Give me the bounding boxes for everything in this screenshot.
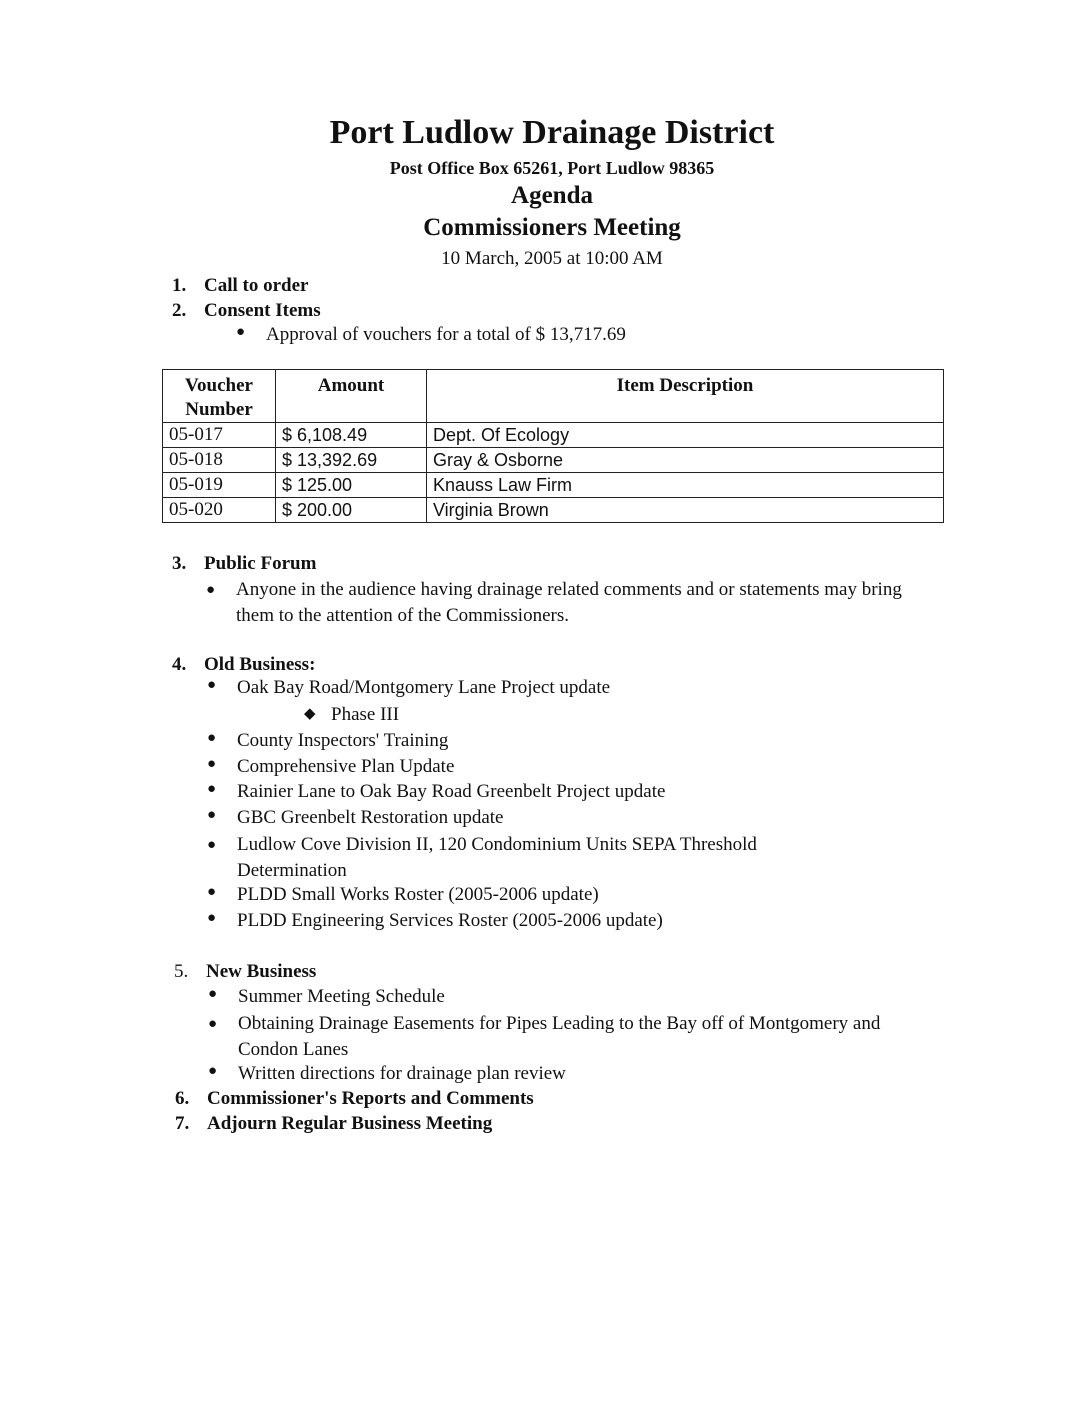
voucher-number: 05-018 <box>163 448 276 473</box>
bullet-icon: ● <box>207 884 217 900</box>
voucher-amount: $ 125.00 <box>276 473 427 498</box>
list-item: ● Obtaining Drainage Easements for Pipes Leading to the Bay off of Montgomery and Condon Lanes <box>208 1013 881 1060</box>
list-item: ● Written directions for drainage plan review <box>208 1063 566 1084</box>
section-label: Commissioner's Reports and Comments <box>207 1088 534 1109</box>
list-item: ● Oak Bay Road/Montgomery Lane Project update <box>207 677 611 698</box>
voucher-number: 05-019 <box>163 473 276 498</box>
document-type: Agenda <box>511 182 593 209</box>
voucher-number: 05-020 <box>163 498 276 523</box>
agenda-section-5 <box>174 961 316 983</box>
bullet-icon: ● <box>208 1063 218 1079</box>
diamond-bullet-icon: ◆ <box>304 706 316 722</box>
voucher-description: Dept. Of Ecology <box>427 423 944 448</box>
agenda-section-4 <box>172 654 315 676</box>
section-number: 3. <box>172 553 187 574</box>
document-title: Port Ludlow Drainage District <box>329 114 775 151</box>
list-item: ● Summer Meeting Schedule <box>208 986 445 1007</box>
voucher-table <box>162 369 944 523</box>
table-row <box>163 498 944 523</box>
voucher-description: Knauss Law Firm <box>427 473 944 498</box>
bullet-icon: ● <box>207 730 217 746</box>
section-label: Call to order <box>204 275 309 296</box>
bullet-icon: ● <box>207 807 217 823</box>
section-number: 2. <box>172 300 187 321</box>
list-item: ● PLDD Small Works Roster (2005-2006 update) <box>207 884 599 905</box>
table-row <box>163 423 944 448</box>
agenda-section-1 <box>172 275 308 297</box>
meeting-name: Commissioners Meeting <box>423 214 681 241</box>
agenda-section-2 <box>172 300 321 322</box>
voucher-description: Virginia Brown <box>427 498 944 523</box>
list-item: ● County Inspectors' Training <box>207 730 449 751</box>
voucher-amount: $ 13,392.69 <box>276 448 427 473</box>
bullet-icon: ● <box>207 910 217 926</box>
section-label: Public Forum <box>204 553 317 574</box>
section-number: 6. <box>175 1088 190 1109</box>
meeting-date: 10 March, 2005 at 10:00 AM <box>441 248 663 269</box>
voucher-number: 05-017 <box>163 423 276 448</box>
voucher-amount: $ 200.00 <box>276 498 427 523</box>
bullet-icon: ● <box>207 677 217 693</box>
agenda-section-3 <box>172 553 316 575</box>
address: Post Office Box 65261, Port Ludlow 98365 <box>389 158 715 178</box>
list-item: ● PLDD Engineering Services Roster (2005-2006 update) <box>207 910 663 931</box>
section-label: New Business <box>206 961 317 982</box>
section-number: 5. <box>174 961 189 982</box>
section-number: 1. <box>172 275 187 296</box>
table-row <box>163 448 944 473</box>
bullet-icon: ● <box>206 582 216 598</box>
list-item: ● Rainier Lane to Oak Bay Road Greenbelt Project update <box>207 781 666 802</box>
list-item: ● Approval of vouchers for a total of $ 13,717.69 <box>236 324 626 345</box>
section-label: Consent Items <box>204 300 321 321</box>
voucher-description: Gray & Osborne <box>427 448 944 473</box>
table-header-row <box>163 370 944 423</box>
list-item: ● GBC Greenbelt Restoration update <box>207 807 504 828</box>
column-header-amount: Amount <box>276 370 427 423</box>
list-item: ● Comprehensive Plan Update <box>207 756 455 777</box>
list-item: ● Ludlow Cove Division II, 120 Condominium Units SEPA Threshold Determination <box>207 834 757 881</box>
agenda-section-6 <box>175 1088 534 1110</box>
table-row <box>163 473 944 498</box>
bullet-icon: ● <box>208 1016 218 1032</box>
list-item: ● Anyone in the audience having drainage related comments and or statements may bring them to the attention of the Commissioners. <box>206 579 902 626</box>
section-label: Old Business: <box>204 654 316 675</box>
section-number: 4. <box>172 654 187 675</box>
column-header-item-description: Item Description <box>427 370 944 423</box>
section-label: Adjourn Regular Business Meeting <box>207 1113 493 1134</box>
bullet-icon: ● <box>236 324 246 340</box>
voucher-amount: $ 6,108.49 <box>276 423 427 448</box>
column-header-voucher-number: Voucher Number <box>163 370 276 423</box>
bullet-icon: ● <box>208 986 218 1002</box>
section-number: 7. <box>175 1113 190 1134</box>
sub-list-item: ◆ Phase III <box>304 704 400 725</box>
bullet-icon: ● <box>207 837 217 853</box>
agenda-section-7 <box>175 1113 492 1135</box>
bullet-icon: ● <box>207 781 217 797</box>
bullet-icon: ● <box>207 756 217 772</box>
